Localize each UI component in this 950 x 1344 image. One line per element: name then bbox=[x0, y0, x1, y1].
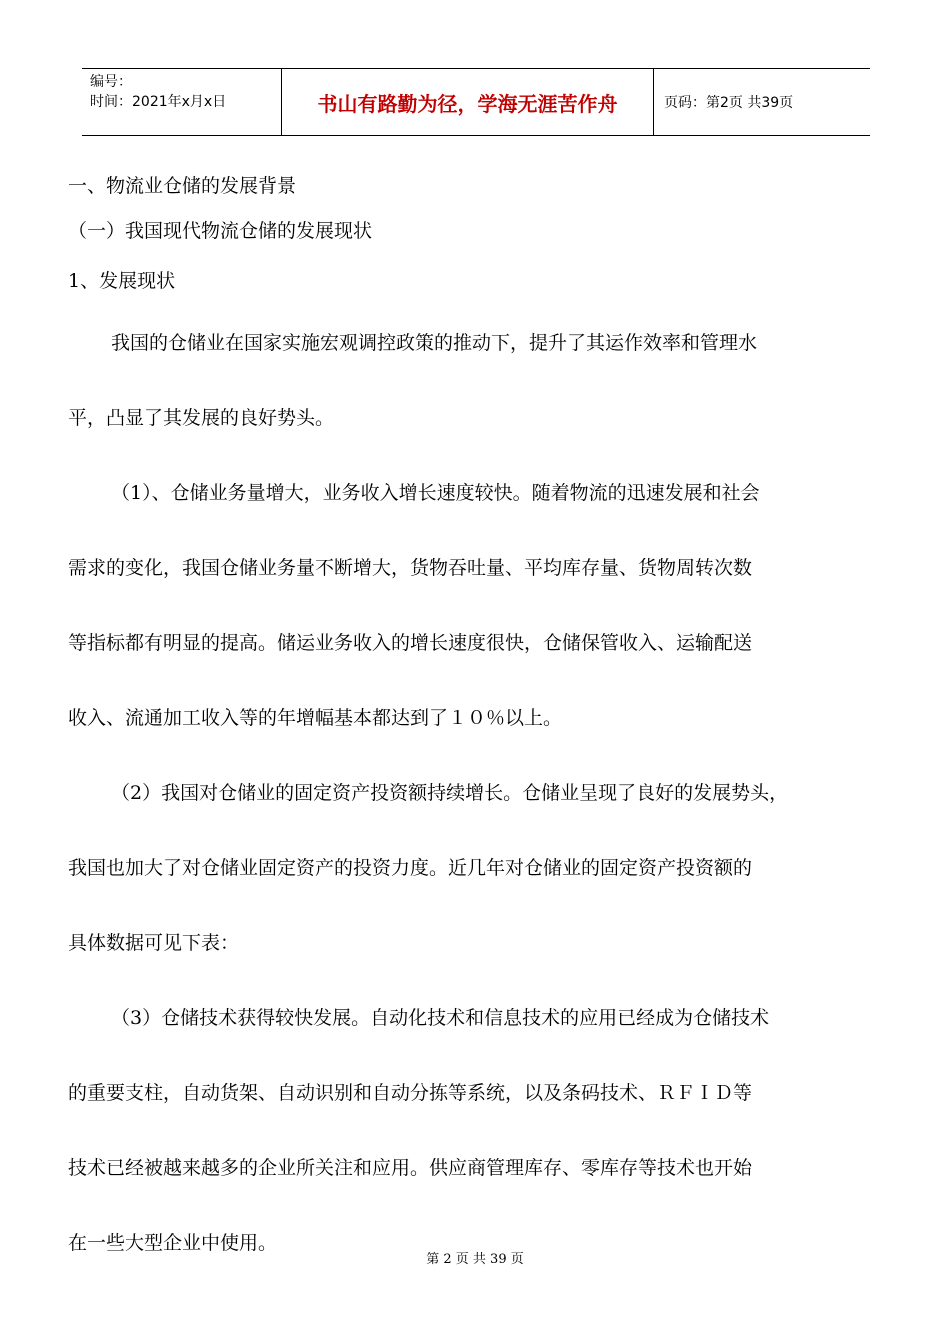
section-heading: 一、物流业仓储的发展背景 bbox=[68, 175, 297, 197]
time-label: 时间：2021年x月x日 bbox=[90, 94, 227, 110]
paragraph-line: 具体数据可见下表： bbox=[68, 932, 240, 954]
paragraph-2 bbox=[68, 456, 876, 756]
header-motto: 书山有路勤为径，学海无涯苦作舟 bbox=[282, 69, 654, 135]
paragraph-line: 在一些大型企业中使用。 bbox=[68, 1232, 278, 1254]
paragraph-line: 收入、流通加工收入等的年增幅基本都达到了１０％以上。 bbox=[68, 707, 563, 729]
page-footer: 第 2 页 共 39 页 bbox=[426, 1252, 524, 1267]
paragraph-1 bbox=[68, 306, 876, 456]
paragraph-line: 需求的变化，我国仓储业务量不断增大，货物吞吐量、平均库存量、货物周转次数 bbox=[68, 557, 753, 579]
document-body bbox=[68, 166, 876, 1281]
paragraph-line: （1）、仓储业务量增大，业务收入增长速度较快。随着物流的迅速发展和社会 bbox=[111, 482, 760, 504]
paragraph-3 bbox=[68, 756, 876, 981]
paragraph-4 bbox=[68, 981, 876, 1281]
paragraph-line: 平，凸显了其发展的良好势头。 bbox=[68, 407, 335, 429]
paragraph-line: 技术已经被越来越多的企业所关注和应用。供应商管理库存、零库存等技术也开始 bbox=[68, 1157, 753, 1179]
page-header bbox=[82, 68, 870, 136]
subsection-heading: （一）我国现代物流仓储的发展现状 bbox=[68, 220, 373, 242]
paragraph-line: 我国的仓储业在国家实施宏观调控政策的推动下，提升了其运作效率和管理水 bbox=[111, 332, 758, 354]
paragraph-line: （2）我国对仓储业的固定资产投资额持续增长。仓储业呈现了良好的发展势头， bbox=[111, 782, 789, 804]
sub-subsection-heading: 1、发展现状 bbox=[68, 270, 176, 292]
paragraph-line: 等指标都有明显的提高。储运业务收入的增长速度很快，仓储保管收入、运输配送 bbox=[68, 632, 753, 654]
number-label: 编号： bbox=[90, 74, 132, 90]
paragraph-line: 的重要支柱，自动货架、自动识别和自动分拣等系统，以及条码技术、ＲＦＩＤ等 bbox=[68, 1082, 753, 1104]
header-meta bbox=[82, 69, 282, 135]
paragraph-line: （3）仓储技术获得较快发展。自动化技术和信息技术的应用已经成为仓储技术 bbox=[111, 1007, 770, 1029]
header-page-label: 页码：第2页 共39页 bbox=[664, 95, 794, 111]
paragraph-line: 我国也加大了对仓储业固定资产的投资力度。近几年对仓储业的固定资产投资额的 bbox=[68, 857, 753, 879]
